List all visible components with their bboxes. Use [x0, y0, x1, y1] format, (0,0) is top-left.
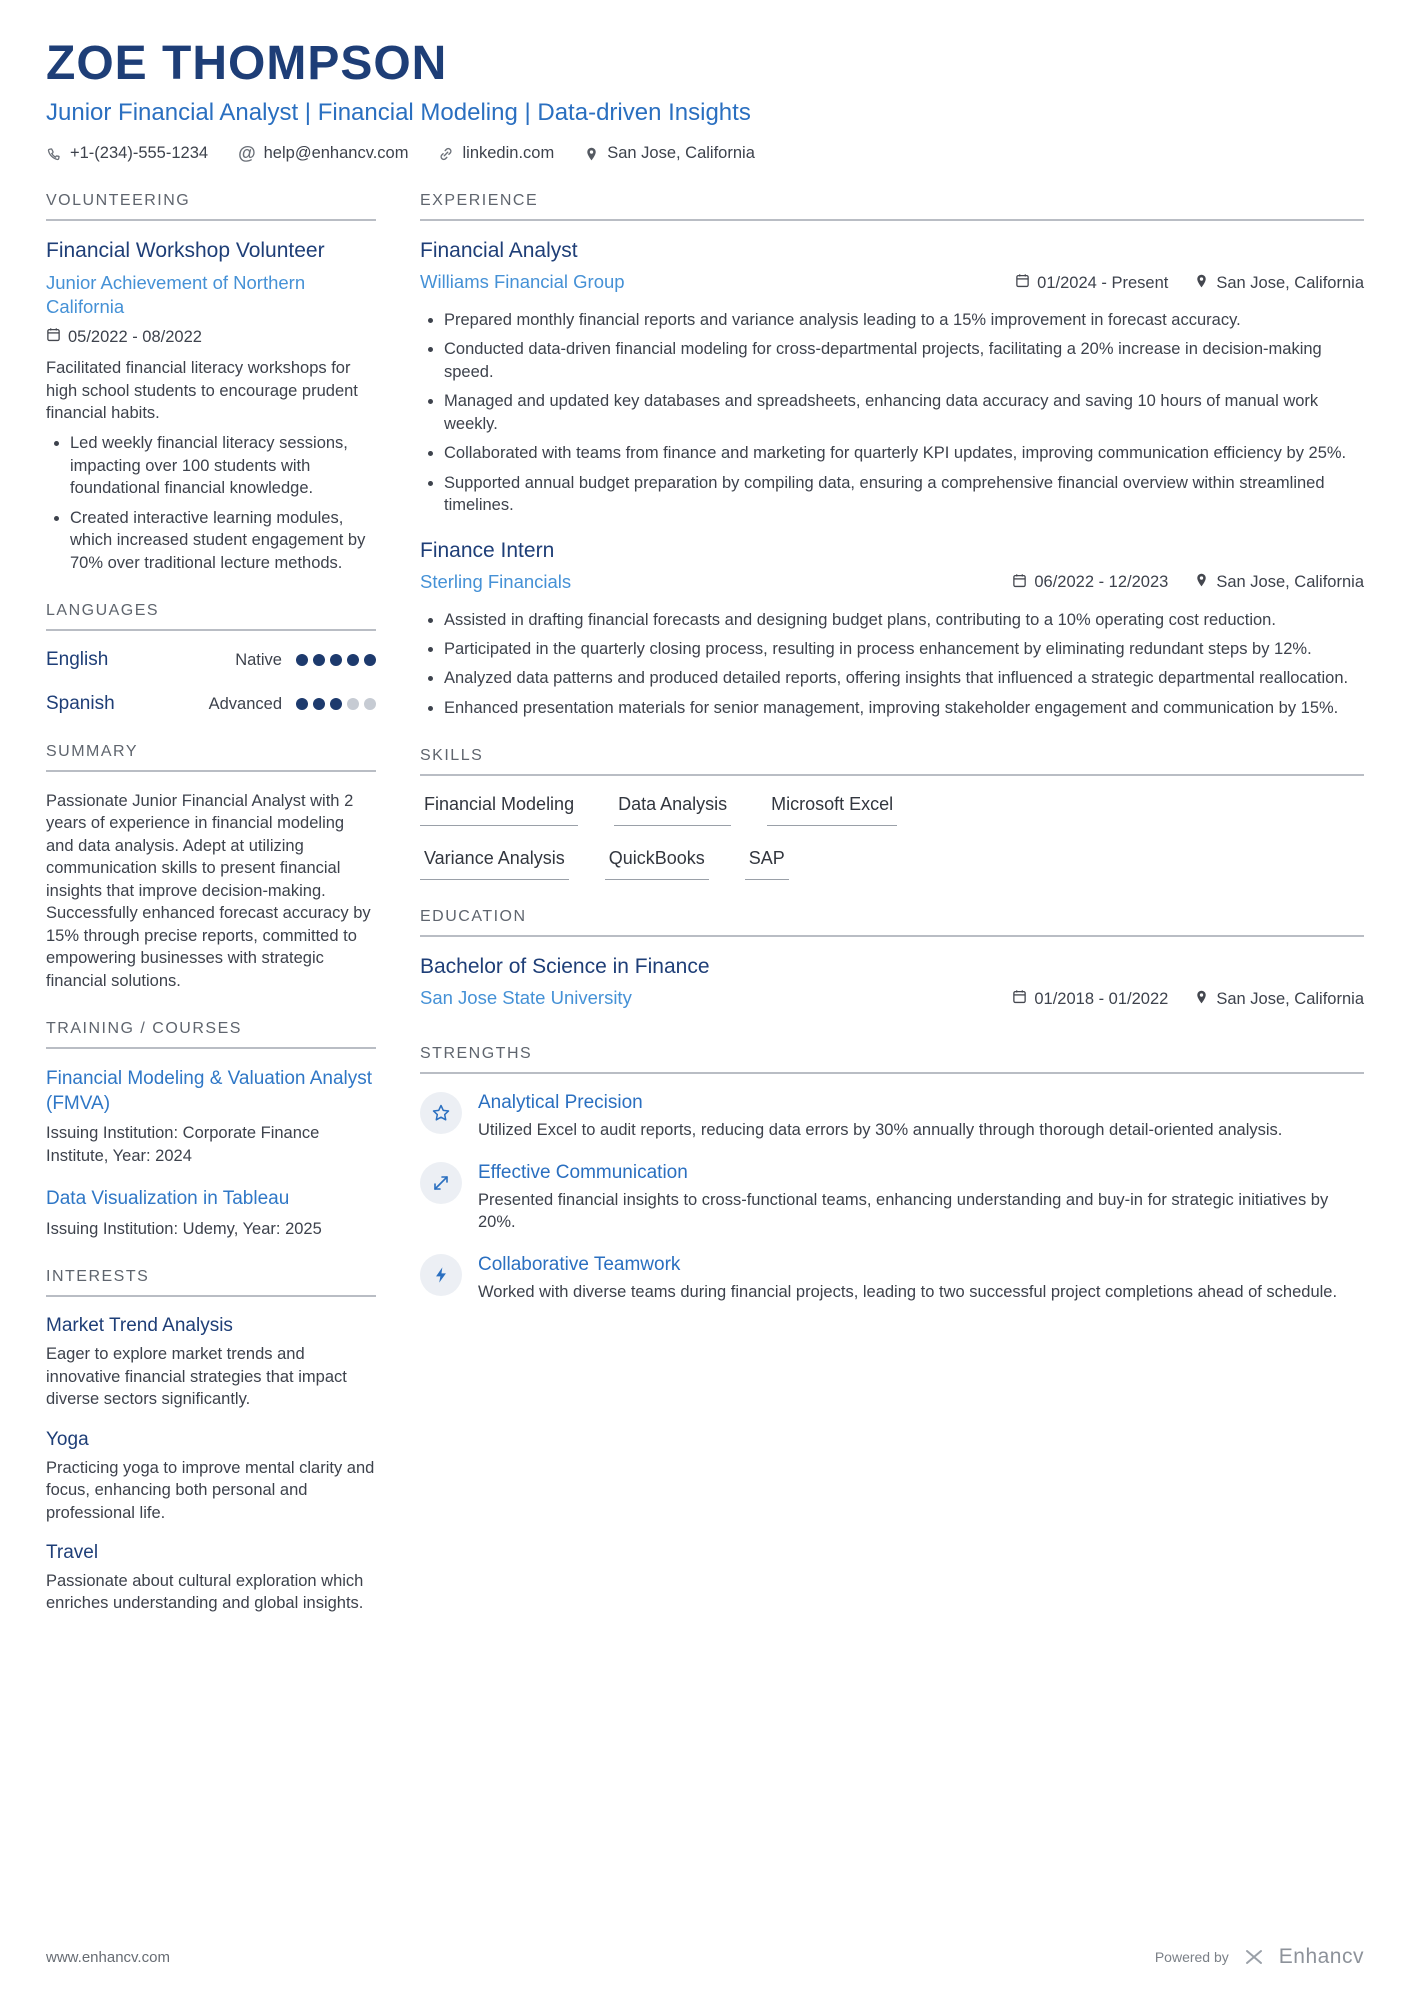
skill-tag: SAP	[745, 848, 789, 880]
volunteer-bullets	[46, 432, 376, 574]
location-pin-icon	[1194, 273, 1209, 294]
calendar-icon	[1012, 573, 1027, 593]
section-title: EDUCATION	[420, 908, 1364, 937]
dot-filled	[296, 654, 308, 666]
language-proficiency-dots	[296, 698, 376, 710]
language-name: Spanish	[46, 693, 115, 715]
dot-filled	[330, 654, 342, 666]
language-row	[46, 649, 376, 671]
job-dates	[1015, 273, 1168, 293]
section-strengths	[420, 1045, 1364, 1303]
contact-link[interactable]	[438, 144, 554, 163]
strength-item	[420, 1162, 1364, 1234]
interest-title: Travel	[46, 1541, 99, 1563]
interest-description: Practicing yoga to improve mental clarity and focus, enhancing both personal and professional life.	[46, 1458, 375, 1522]
job-location-text: San Jose, California	[1216, 273, 1364, 292]
section-title: SKILLS	[420, 747, 1364, 776]
school-name: San Jose State University	[420, 987, 632, 1009]
job-bullets	[420, 609, 1364, 720]
language-level: Advanced	[208, 694, 282, 713]
section-interests	[46, 1268, 376, 1615]
powered-by-label: Powered by	[1154, 1949, 1229, 1965]
section-title: EXPERIENCE	[420, 192, 1364, 221]
education-dates-text: 01/2018 - 01/2022	[1034, 989, 1169, 1008]
section-education	[420, 908, 1364, 1017]
bullet-item: • Assisted in drafting financial forecasts and designing budget plans, contributing to a 10% operating cost reduction.	[444, 609, 1364, 631]
training-title: Data Visualization in Tableau	[46, 1188, 290, 1210]
job-dates	[1012, 573, 1168, 593]
bullet-item: • Prepared monthly financial reports and variance analysis leading to a 15% improvement in forecast accuracy.	[444, 309, 1364, 331]
contact-row	[46, 143, 1364, 164]
skill-tag: Microsoft Excel	[767, 794, 897, 826]
strength-content	[478, 1162, 1364, 1234]
job-meta-right	[1012, 572, 1364, 593]
job-company: Williams Financial Group	[420, 271, 625, 292]
right-column	[420, 192, 1364, 1643]
job-meta-row	[420, 271, 1364, 301]
job-meta-row	[420, 571, 1364, 601]
contact-email[interactable]	[238, 143, 408, 164]
education-meta-row	[420, 987, 1364, 1017]
section-title: SUMMARY	[46, 743, 376, 772]
job-dates-text: 06/2022 - 12/2023	[1034, 573, 1169, 591]
summary-text: Passionate Junior Financial Analyst with 2 years of experience in financial modeling and data analysis. Adept at utilizing communication skills to present financial insights that improve decision-making. Successfully enhanced forecast accuracy by 15% through precise reports, committed to empowering businesses with strategic financial solutions.	[46, 792, 371, 990]
strength-content	[478, 1254, 1337, 1303]
section-title: TRAINING / COURSES	[46, 1020, 376, 1049]
training-title: Financial Modeling & Valuation Analyst (FMVA)	[46, 1067, 373, 1114]
link-text[interactable]: linkedin.com	[462, 144, 555, 162]
education-meta-right	[1012, 989, 1364, 1010]
bullet-item: • Led weekly financial literacy sessions, impacting over 100 students with foundational financial knowledge.	[70, 432, 376, 499]
skill-tag: Financial Modeling	[420, 794, 578, 826]
dot-empty	[364, 698, 376, 710]
job-role: Financial Analyst	[420, 239, 578, 262]
job-location	[1194, 572, 1364, 593]
job-meta-right	[1015, 273, 1364, 294]
job-location	[1194, 273, 1364, 294]
location-pin-icon	[1194, 989, 1209, 1010]
job-company: Sterling Financials	[420, 570, 572, 592]
volunteer-description: Facilitated financial literacy workshops for high school students to encourage prudent financial habits.	[46, 359, 358, 422]
section-experience	[420, 192, 1364, 719]
interest-item	[46, 1542, 376, 1615]
calendar-icon	[1015, 273, 1030, 293]
skills-row	[420, 848, 1364, 880]
interest-title: Yoga	[46, 1428, 89, 1450]
strength-description: Worked with diverse teams during financial projects, leading to two successful project completions ahead of schedule.	[478, 1282, 1338, 1301]
enhancv-logo-icon	[1239, 1948, 1269, 1966]
education-location-text: San Jose, California	[1216, 989, 1364, 1008]
volunteer-role: Financial Workshop Volunteer	[46, 239, 325, 262]
language-level: Native	[235, 650, 282, 669]
section-title: VOLUNTEERING	[46, 192, 376, 221]
section-title: INTERESTS	[46, 1268, 376, 1297]
enhancv-brand-name: Enhancv	[1278, 1945, 1364, 1968]
strength-title: Effective Communication	[478, 1161, 688, 1183]
section-volunteering	[46, 192, 376, 574]
location-pin-icon	[1194, 572, 1209, 593]
language-proficiency-dots	[296, 654, 376, 666]
location-text: San Jose, California	[607, 144, 755, 162]
strength-title: Collaborative Teamwork	[478, 1253, 681, 1275]
interest-item	[46, 1429, 376, 1524]
section-summary	[46, 743, 376, 992]
contact-phone	[46, 144, 208, 163]
dot-filled	[296, 698, 308, 710]
job-dates-text: 01/2024 - Present	[1037, 273, 1169, 292]
bolt-icon	[420, 1254, 462, 1296]
section-title: STRENGTHS	[420, 1045, 1364, 1074]
dot-empty	[347, 698, 359, 710]
bullet-item: • Enhanced presentation materials for senior management, improving stakeholder engagement and communication by 15%.	[444, 697, 1364, 719]
dot-filled	[313, 698, 325, 710]
training-item	[46, 1187, 376, 1240]
dot-filled	[364, 654, 376, 666]
bullet-item: • Analyzed data patterns and produced detailed reports, offering insights that influenced a strategic departmental reallocation.	[444, 667, 1364, 689]
interest-item	[46, 1315, 376, 1410]
language-name: English	[46, 649, 109, 671]
skill-tag: QuickBooks	[605, 848, 709, 880]
interest-description: Passionate about cultural exploration which enriches understanding and global insights.	[46, 1571, 364, 1613]
dot-filled	[347, 654, 359, 666]
bullet-item: • Supported annual budget preparation by compiling data, ensuring a comprehensive financial overview within streamlined timelines.	[444, 472, 1364, 517]
footer-branding	[1155, 1945, 1364, 1969]
bullet-item: • Created interactive learning modules, which increased student engagement by 70% over traditional lecture methods.	[70, 507, 376, 574]
volunteer-dates-text: 05/2022 - 08/2022	[68, 327, 202, 346]
strength-item	[420, 1254, 1364, 1303]
calendar-icon	[1012, 989, 1027, 1009]
volunteer-dates	[46, 327, 376, 347]
section-languages	[46, 602, 376, 715]
candidate-title: Junior Financial Analyst | Financial Modeling | Data-driven Insights	[46, 99, 751, 126]
strength-description: Utilized Excel to audit reports, reducing data errors by 30% annually through thorough detail-oriented analysis.	[478, 1121, 1283, 1140]
degree-title: Bachelor of Science in Finance	[420, 955, 710, 979]
job-location-text: San Jose, California	[1216, 573, 1364, 591]
volunteer-organization: Junior Achievement of Northern California	[46, 272, 306, 318]
education-location	[1194, 989, 1364, 1010]
calendar-icon	[46, 327, 61, 347]
link-icon	[438, 146, 454, 162]
job-bullets	[420, 309, 1364, 517]
job-role: Finance Intern	[420, 538, 555, 562]
section-title: LANGUAGES	[46, 602, 376, 631]
star-icon	[420, 1092, 462, 1134]
contact-location	[584, 144, 755, 163]
dot-filled	[330, 698, 342, 710]
dot-filled	[313, 654, 325, 666]
bullet-item: • Participated in the quarterly closing process, resulting in process enhancement by eliminating redundant steps by 12%.	[444, 638, 1364, 660]
left-column	[46, 192, 376, 1643]
strength-title: Analytical Precision	[478, 1092, 643, 1114]
training-details: Issuing Institution: Udemy, Year: 2025	[46, 1219, 322, 1238]
section-skills	[420, 747, 1364, 880]
arrows-icon	[420, 1162, 462, 1204]
location-pin-icon	[584, 146, 599, 162]
email-address[interactable]: help@enhancv.com	[263, 144, 409, 162]
email-icon: @	[238, 143, 256, 163]
strength-item	[420, 1092, 1364, 1141]
phone-number: +1-(234)-555-1234	[70, 144, 209, 162]
skills-row	[420, 794, 1364, 826]
footer-site-link[interactable]: www.enhancv.com	[46, 1948, 170, 1966]
section-training	[46, 1020, 376, 1240]
page-footer	[46, 1915, 1364, 1969]
education-dates	[1012, 989, 1168, 1009]
bullet-item: • Collaborated with teams from finance and marketing for quarterly KPI updates, improving communication efficiency by 25%.	[444, 442, 1364, 464]
skill-tag: Data Analysis	[614, 794, 731, 826]
bullet-item: • Conducted data-driven financial modeling for cross-departmental projects, facilitating a 20% increase in decision-making speed.	[444, 338, 1364, 383]
interest-description: Eager to explore market trends and innovative financial strategies that impact diverse sectors significantly.	[46, 1345, 347, 1409]
training-item	[46, 1067, 376, 1167]
candidate-name: ZOE THOMPSON	[46, 37, 448, 90]
resume-header	[46, 36, 1364, 164]
bullet-item: • Managed and updated key databases and spreadsheets, enhancing data accuracy and saving 10 hours of manual work weekly.	[444, 390, 1364, 435]
experience-entry	[420, 539, 1364, 720]
resume-columns	[46, 192, 1364, 1643]
skill-tag: Variance Analysis	[420, 848, 569, 880]
phone-icon	[46, 146, 62, 162]
strength-description: Presented financial insights to cross-functional teams, enhancing understanding and buy-in for strategic initiatives by 20%.	[478, 1190, 1329, 1232]
language-row	[46, 693, 376, 715]
experience-entry	[420, 239, 1364, 517]
training-details: Issuing Institution: Corporate Finance Institute, Year: 2024	[46, 1124, 320, 1165]
strength-content	[478, 1092, 1282, 1141]
interest-title: Market Trend Analysis	[46, 1315, 233, 1337]
